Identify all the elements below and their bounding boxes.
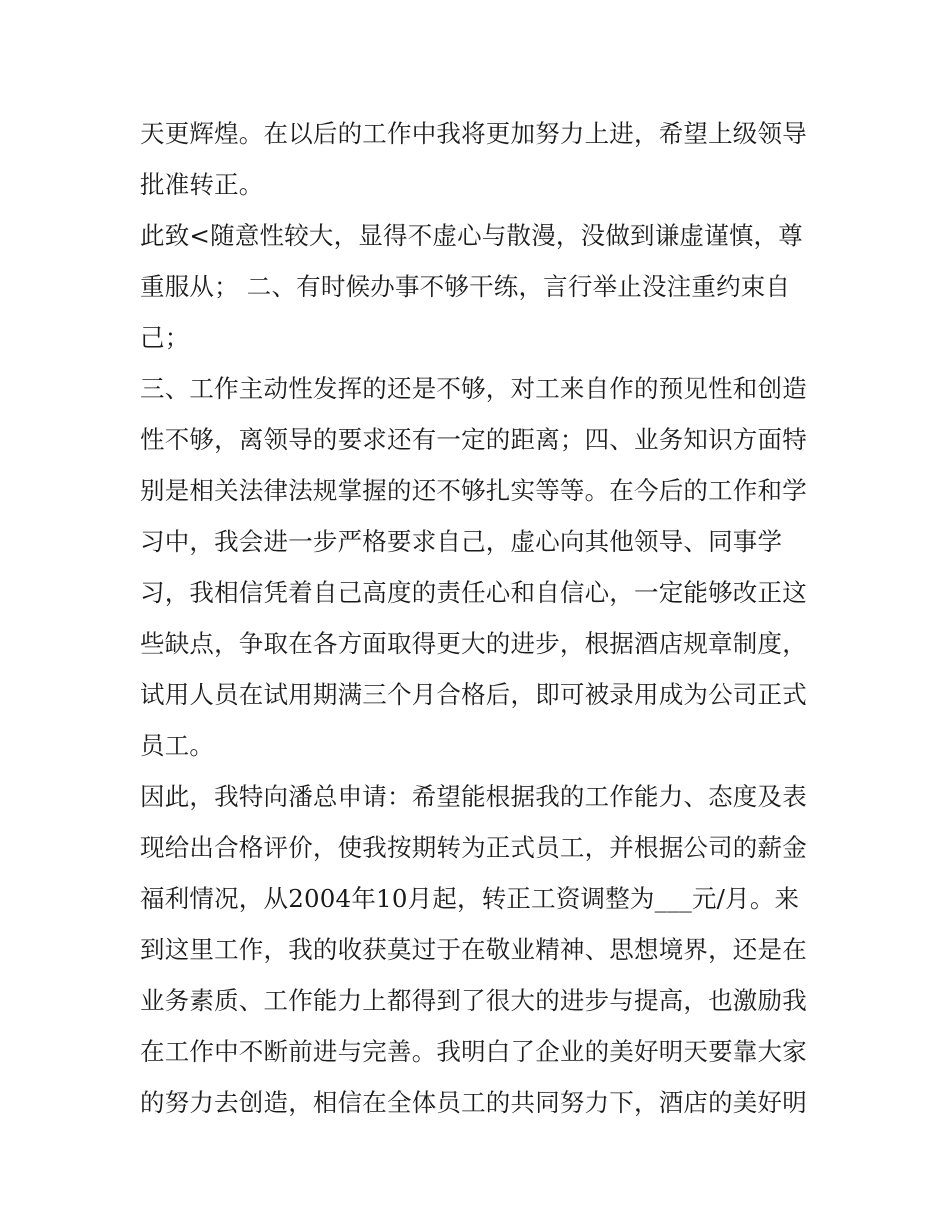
text-line: 习，我相信凭着自己高度的责任心和自信心，一定能够改正这 xyxy=(140,578,807,607)
text-line: 福利情况，从2004年10月起，转正工资调整为___元/月。来 xyxy=(140,884,800,913)
text-line: 员工。 xyxy=(140,731,215,760)
text-line: 性不够，离领导的要求还有一定的距离；四、业务知识方面特 xyxy=(140,425,807,454)
text-line: 在工作中不断前进与完善。我明白了企业的美好明天要靠大家 xyxy=(140,1037,807,1066)
text-line: 三、工作主动性发挥的还是不够，对工来自作的预见性和创造 xyxy=(140,374,807,403)
text-line: 习中，我会进一步严格要求自己，虚心向其他领导、同事学 xyxy=(140,527,783,556)
text-line: 重服从； 二、有时候办事不够干练，言行举止没注重约束自 xyxy=(140,272,791,301)
text-line: 现给出合格评价，使我按期转为正式员工，并根据公司的薪金 xyxy=(140,833,807,862)
text-line: 别是相关法律法规掌握的还不够扎实等等。在今后的工作和学 xyxy=(140,476,807,505)
text-line: 此致<随意性较大，显得不虚心与散漫，没做到谦虚谨慎，尊 xyxy=(140,221,803,250)
text-line: 己； xyxy=(140,323,190,352)
text-line: 因此，我特向潘总申请：希望能根据我的工作能力、态度及表 xyxy=(140,782,807,811)
text-line: 天更辉煌。在以后的工作中我将更加努力上进，希望上级领导 xyxy=(140,119,807,148)
text-line: 试用人员在试用期满三个月合格后，即可被录用成为公司正式 xyxy=(140,680,807,709)
text-line: 的努力去创造，相信在全体员工的共同努力下，酒店的美好明 xyxy=(140,1088,807,1117)
text-line: 业务素质、工作能力上都得到了很大的进步与提高，也激励我 xyxy=(140,986,807,1015)
text-line: 些缺点，争取在各方面取得更大的进步，根据酒店规章制度， xyxy=(140,629,807,658)
text-line: 到这里工作，我的收获莫过于在敬业精神、思想境界，还是在 xyxy=(140,935,807,964)
document-body xyxy=(140,108,815,1128)
text-line: 批准转正。 xyxy=(140,170,264,199)
